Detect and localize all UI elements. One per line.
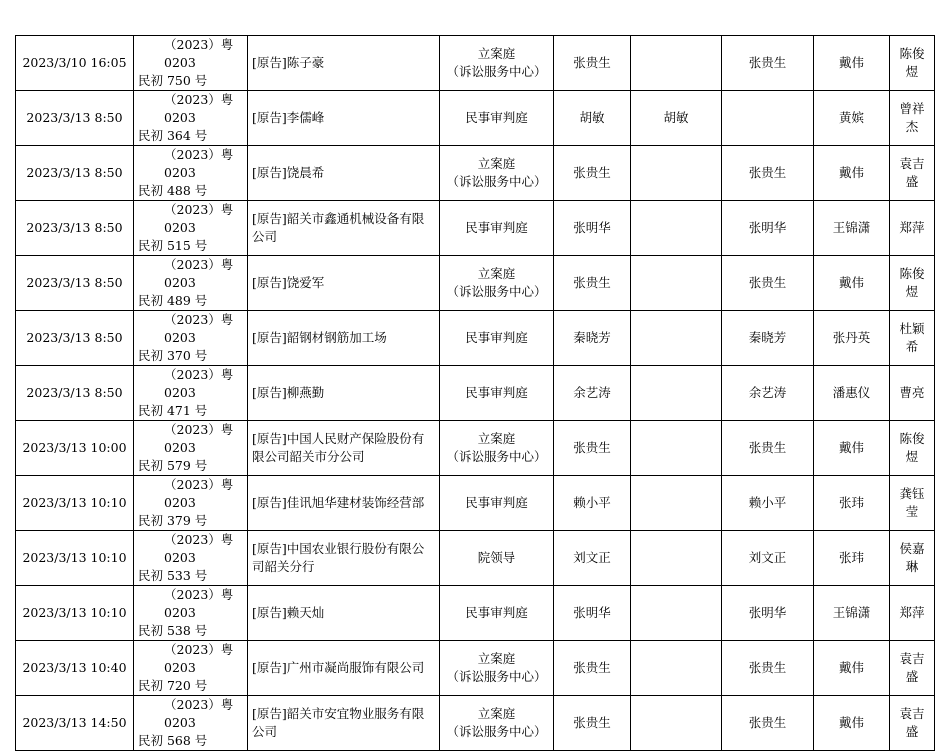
- case-number-cell: [134, 421, 248, 476]
- table-row: [16, 696, 935, 751]
- case-number-line2: 民初 364 号: [138, 128, 208, 143]
- department-line1: 民事审判庭: [465, 330, 528, 345]
- presiding-judge-cell: 张贵生: [722, 36, 814, 91]
- hearing-time-cell: 2023/3/13 8:50: [16, 366, 134, 421]
- table-row: [16, 201, 935, 256]
- clerk-cell: 袁吉盛: [890, 696, 935, 751]
- party-cell: [原告]李儒峰: [248, 91, 440, 146]
- judge-cell: 张贵生: [554, 696, 631, 751]
- assistant-cell: 王锦潇: [814, 201, 890, 256]
- chief-judge-cell: [631, 201, 722, 256]
- table-row: [16, 586, 935, 641]
- case-number-line2: 民初 370 号: [138, 348, 208, 363]
- hearing-time-cell: 2023/3/13 10:10: [16, 476, 134, 531]
- presiding-judge-cell: 张贵生: [722, 421, 814, 476]
- case-number-line2: 民初 579 号: [138, 458, 208, 473]
- judge-cell: 刘文正: [554, 531, 631, 586]
- department-line1: 立案庭: [477, 431, 516, 446]
- assistant-cell: 王锦潇: [814, 586, 890, 641]
- department-line1: 院领导: [477, 550, 516, 565]
- judge-cell: 张明华: [554, 586, 631, 641]
- judge-cell: 张明华: [554, 201, 631, 256]
- department-cell: [440, 586, 554, 641]
- presiding-judge-cell: 余艺涛: [722, 366, 814, 421]
- case-number-cell: [134, 91, 248, 146]
- party-cell: [原告]饶爱军: [248, 256, 440, 311]
- table-row: [16, 91, 935, 146]
- assistant-cell: 黄嫔: [814, 91, 890, 146]
- hearing-time-cell: 2023/3/13 10:10: [16, 586, 134, 641]
- department-line1: 立案庭: [477, 266, 516, 281]
- party-cell: [原告]广州市凝尚服饰有限公司: [248, 641, 440, 696]
- chief-judge-cell: [631, 36, 722, 91]
- case-number-line1: （2023）粤 0203: [164, 477, 234, 510]
- case-number-line1: （2023）粤 0203: [164, 257, 234, 290]
- clerk-cell: 龚钰莹: [890, 476, 935, 531]
- department-line2: （诉讼服务中心）: [446, 724, 547, 739]
- clerk-cell: 陈俊煜: [890, 36, 935, 91]
- department-line1: 民事审判庭: [465, 110, 528, 125]
- assistant-cell: 戴伟: [814, 146, 890, 201]
- table-row: [16, 36, 935, 91]
- presiding-judge-cell: 张明华: [722, 586, 814, 641]
- table-row: [16, 366, 935, 421]
- department-cell: [440, 311, 554, 366]
- party-cell: [原告]赖天灿: [248, 586, 440, 641]
- case-number-cell: [134, 531, 248, 586]
- presiding-judge-cell: 赖小平: [722, 476, 814, 531]
- chief-judge-cell: [631, 421, 722, 476]
- chief-judge-cell: [631, 146, 722, 201]
- party-cell: [原告]中国农业银行股份有限公司韶关分行: [248, 531, 440, 586]
- department-line1: 立案庭: [477, 706, 516, 721]
- clerk-cell: 陈俊煜: [890, 256, 935, 311]
- chief-judge-cell: 胡敏: [631, 91, 722, 146]
- department-cell: [440, 531, 554, 586]
- department-cell: [440, 36, 554, 91]
- department-line1: 民事审判庭: [465, 605, 528, 620]
- table-row: [16, 146, 935, 201]
- clerk-cell: 曾祥杰: [890, 91, 935, 146]
- assistant-cell: 张玮: [814, 476, 890, 531]
- department-cell: [440, 696, 554, 751]
- chief-judge-cell: [631, 366, 722, 421]
- hearing-schedule-table: [15, 35, 935, 751]
- hearing-time-cell: 2023/3/13 10:40: [16, 641, 134, 696]
- presiding-judge-cell: 张贵生: [722, 146, 814, 201]
- case-number-line1: （2023）粤 0203: [164, 202, 234, 235]
- table-row: [16, 476, 935, 531]
- case-number-cell: [134, 366, 248, 421]
- assistant-cell: 戴伟: [814, 36, 890, 91]
- presiding-judge-cell: 秦晓芳: [722, 311, 814, 366]
- department-line1: 立案庭: [477, 651, 516, 666]
- table-row: [16, 311, 935, 366]
- party-cell: [原告]佳讯旭华建材装饰经营部: [248, 476, 440, 531]
- hearing-time-cell: 2023/3/13 8:50: [16, 146, 134, 201]
- case-number-cell: [134, 201, 248, 256]
- case-number-cell: [134, 586, 248, 641]
- party-cell: [原告]饶晨希: [248, 146, 440, 201]
- judge-cell: 张贵生: [554, 146, 631, 201]
- department-line2: （诉讼服务中心）: [446, 174, 547, 189]
- chief-judge-cell: [631, 476, 722, 531]
- hearing-time-cell: 2023/3/13 10:00: [16, 421, 134, 476]
- hearing-time-cell: 2023/3/13 14:50: [16, 696, 134, 751]
- case-number-line1: （2023）粤 0203: [164, 367, 234, 400]
- department-cell: [440, 421, 554, 476]
- case-number-cell: [134, 256, 248, 311]
- case-number-line1: （2023）粤 0203: [164, 312, 234, 345]
- clerk-cell: 杜颖希: [890, 311, 935, 366]
- hearing-time-cell: 2023/3/13 8:50: [16, 91, 134, 146]
- chief-judge-cell: [631, 256, 722, 311]
- department-cell: [440, 366, 554, 421]
- chief-judge-cell: [631, 641, 722, 696]
- judge-cell: 赖小平: [554, 476, 631, 531]
- case-number-cell: [134, 641, 248, 696]
- chief-judge-cell: [631, 696, 722, 751]
- case-number-cell: [134, 146, 248, 201]
- party-cell: [原告]韶钢材钢筋加工场: [248, 311, 440, 366]
- hearing-time-cell: 2023/3/10 16:05: [16, 36, 134, 91]
- judge-cell: 胡敏: [554, 91, 631, 146]
- hearing-time-cell: 2023/3/13 8:50: [16, 256, 134, 311]
- department-line2: （诉讼服务中心）: [446, 64, 547, 79]
- party-cell: [原告]韶关市安宜物业服务有限公司: [248, 696, 440, 751]
- case-number-line1: （2023）粤 0203: [164, 642, 234, 675]
- case-number-cell: [134, 36, 248, 91]
- party-cell: [原告]柳燕勤: [248, 366, 440, 421]
- chief-judge-cell: [631, 311, 722, 366]
- department-cell: [440, 476, 554, 531]
- case-number-line2: 民初 488 号: [138, 183, 208, 198]
- case-number-cell: [134, 311, 248, 366]
- case-number-line1: （2023）粤 0203: [164, 147, 234, 180]
- presiding-judge-cell: 刘文正: [722, 531, 814, 586]
- case-number-line2: 民初 568 号: [138, 733, 208, 748]
- case-number-line1: （2023）粤 0203: [164, 587, 234, 620]
- party-cell: [原告]中国人民财产保险股份有限公司韶关市分公司: [248, 421, 440, 476]
- clerk-cell: 袁吉盛: [890, 146, 935, 201]
- judge-cell: 张贵生: [554, 641, 631, 696]
- case-number-cell: [134, 476, 248, 531]
- department-cell: [440, 256, 554, 311]
- table-body: [16, 36, 935, 751]
- presiding-judge-cell: 张贵生: [722, 641, 814, 696]
- clerk-cell: 郑萍: [890, 586, 935, 641]
- department-cell: [440, 91, 554, 146]
- hearing-time-cell: 2023/3/13 8:50: [16, 201, 134, 256]
- department-line2: （诉讼服务中心）: [446, 449, 547, 464]
- case-number-line2: 民初 538 号: [138, 623, 208, 638]
- assistant-cell: 张玮: [814, 531, 890, 586]
- case-number-line2: 民初 720 号: [138, 678, 208, 693]
- judge-cell: 秦晓芳: [554, 311, 631, 366]
- department-line1: 立案庭: [477, 46, 516, 61]
- judge-cell: 张贵生: [554, 256, 631, 311]
- clerk-cell: 袁吉盛: [890, 641, 935, 696]
- clerk-cell: 郑萍: [890, 201, 935, 256]
- assistant-cell: 潘惠仪: [814, 366, 890, 421]
- table-row: [16, 421, 935, 476]
- case-number-line1: （2023）粤 0203: [164, 92, 234, 125]
- department-line2: （诉讼服务中心）: [446, 669, 547, 684]
- case-number-line2: 民初 515 号: [138, 238, 208, 253]
- clerk-cell: 侯嘉琳: [890, 531, 935, 586]
- table-row: [16, 641, 935, 696]
- party-cell: [原告]韶关市鑫通机械设备有限公司: [248, 201, 440, 256]
- judge-cell: 张贵生: [554, 421, 631, 476]
- case-number-line1: （2023）粤 0203: [164, 697, 234, 730]
- assistant-cell: 张丹英: [814, 311, 890, 366]
- department-line1: 民事审判庭: [465, 220, 528, 235]
- department-cell: [440, 201, 554, 256]
- case-number-line1: （2023）粤 0203: [164, 422, 234, 455]
- clerk-cell: 曹亮: [890, 366, 935, 421]
- department-line2: （诉讼服务中心）: [446, 284, 547, 299]
- assistant-cell: 戴伟: [814, 641, 890, 696]
- department-cell: [440, 146, 554, 201]
- assistant-cell: 戴伟: [814, 421, 890, 476]
- assistant-cell: 戴伟: [814, 256, 890, 311]
- presiding-judge-cell: [722, 91, 814, 146]
- case-number-cell: [134, 696, 248, 751]
- department-cell: [440, 641, 554, 696]
- chief-judge-cell: [631, 531, 722, 586]
- presiding-judge-cell: 张贵生: [722, 696, 814, 751]
- presiding-judge-cell: 张贵生: [722, 256, 814, 311]
- clerk-cell: 陈俊煜: [890, 421, 935, 476]
- hearing-time-cell: 2023/3/13 8:50: [16, 311, 134, 366]
- presiding-judge-cell: 张明华: [722, 201, 814, 256]
- case-number-line1: （2023）粤 0203: [164, 37, 234, 70]
- party-cell: [原告]陈子豪: [248, 36, 440, 91]
- table-row: [16, 531, 935, 586]
- judge-cell: 余艺涛: [554, 366, 631, 421]
- department-line1: 立案庭: [477, 156, 516, 171]
- case-number-line2: 民初 750 号: [138, 73, 208, 88]
- case-number-line2: 民初 489 号: [138, 293, 208, 308]
- case-number-line2: 民初 533 号: [138, 568, 208, 583]
- hearing-time-cell: 2023/3/13 10:10: [16, 531, 134, 586]
- chief-judge-cell: [631, 586, 722, 641]
- department-line1: 民事审判庭: [465, 385, 528, 400]
- case-number-line1: （2023）粤 0203: [164, 532, 234, 565]
- table-row: [16, 256, 935, 311]
- case-number-line2: 民初 379 号: [138, 513, 208, 528]
- department-line1: 民事审判庭: [465, 495, 528, 510]
- assistant-cell: 戴伟: [814, 696, 890, 751]
- case-number-line2: 民初 471 号: [138, 403, 208, 418]
- judge-cell: 张贵生: [554, 36, 631, 91]
